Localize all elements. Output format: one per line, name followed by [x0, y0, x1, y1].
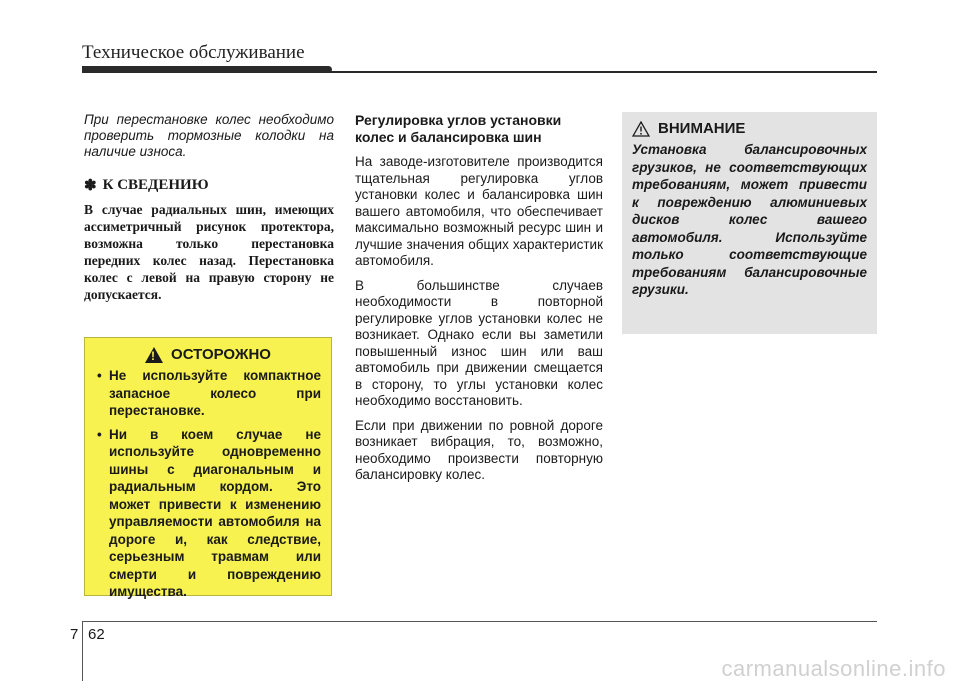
- italic-note: При перестановке колес необходимо проверить тормозные колодки на наличие износа.: [84, 112, 334, 159]
- attention-text: Установка балансировочных грузиков, не соответствующих требованиям, может привести к повреждению алюминиевых дисков колес вашего автомобиля. Используйте только соответствующие требованиям балансировочные грузики.: [632, 142, 867, 297]
- header-rule-thin: [82, 71, 877, 73]
- attention-title: ВНИМАНИЕ: [658, 120, 746, 137]
- attention-heading: [632, 120, 867, 137]
- footer-divider: [82, 621, 83, 681]
- caution-box: [84, 337, 332, 599]
- footer-rule: [82, 621, 877, 622]
- page-number: 62: [88, 626, 105, 643]
- page-header-title: Техническое обслуживание: [82, 42, 305, 63]
- caution-title: ОСТОРОЖНО: [171, 346, 271, 363]
- caution-item: • Не используйте компактное запасное колесо при перестановке.: [95, 367, 321, 420]
- body-paragraph: На заводе-изготовителе производится тщательная регулировка углов установки колес и балансировка шин вашего автомобиля, что обеспечивает максимально возможный ресурс шин и лучшие значения общих характеристик автомобиля.: [355, 154, 603, 268]
- info-note-heading-label: К СВЕДЕНИЮ: [102, 177, 209, 193]
- body-paragraph: Если при движении по ровной дороге возникает вибрация, то, возможно, необходимо произвести повторную балансировку колес.: [355, 417, 603, 482]
- caution-item: • Ни в коем случае не используйте одновременно шины с диагональным и радиальным кордом. Это может привести к изменению управляемости автомобиля на дороге и, как следствие, серьезным травмам или смерти и повреждению имущества.: [95, 426, 321, 601]
- middle-column: [355, 112, 603, 492]
- info-note-body: В случае радиальных шин, имеющих ассиметричный рисунок протектора, возможна только перестановка передних колес назад. Перестановка колес с левой на правую сторону не допускается.: [84, 202, 334, 302]
- left-column: [84, 112, 334, 303]
- caution-heading: [95, 346, 321, 363]
- body-paragraph: В большинстве случаев необходимости в повторной регулировке углов установки колес не возникает. Однако если вы заметили повышенный износ шин или ваш автомобиль при движении смещается в сторону, то углы установки колес необходимо восстановить.: [355, 277, 603, 408]
- info-note-heading: [84, 176, 334, 195]
- chapter-number: 7: [70, 626, 79, 643]
- warning-triangle-icon: [145, 347, 163, 363]
- section-title: Регулировка углов установки колес и балансировка шин: [355, 112, 562, 145]
- watermark: carmanualsonline.info: [721, 656, 946, 681]
- warning-outline-icon: [632, 121, 650, 137]
- attention-box: [622, 112, 877, 334]
- caution-list: [95, 367, 321, 601]
- asterisk-icon: ✽: [84, 178, 97, 194]
